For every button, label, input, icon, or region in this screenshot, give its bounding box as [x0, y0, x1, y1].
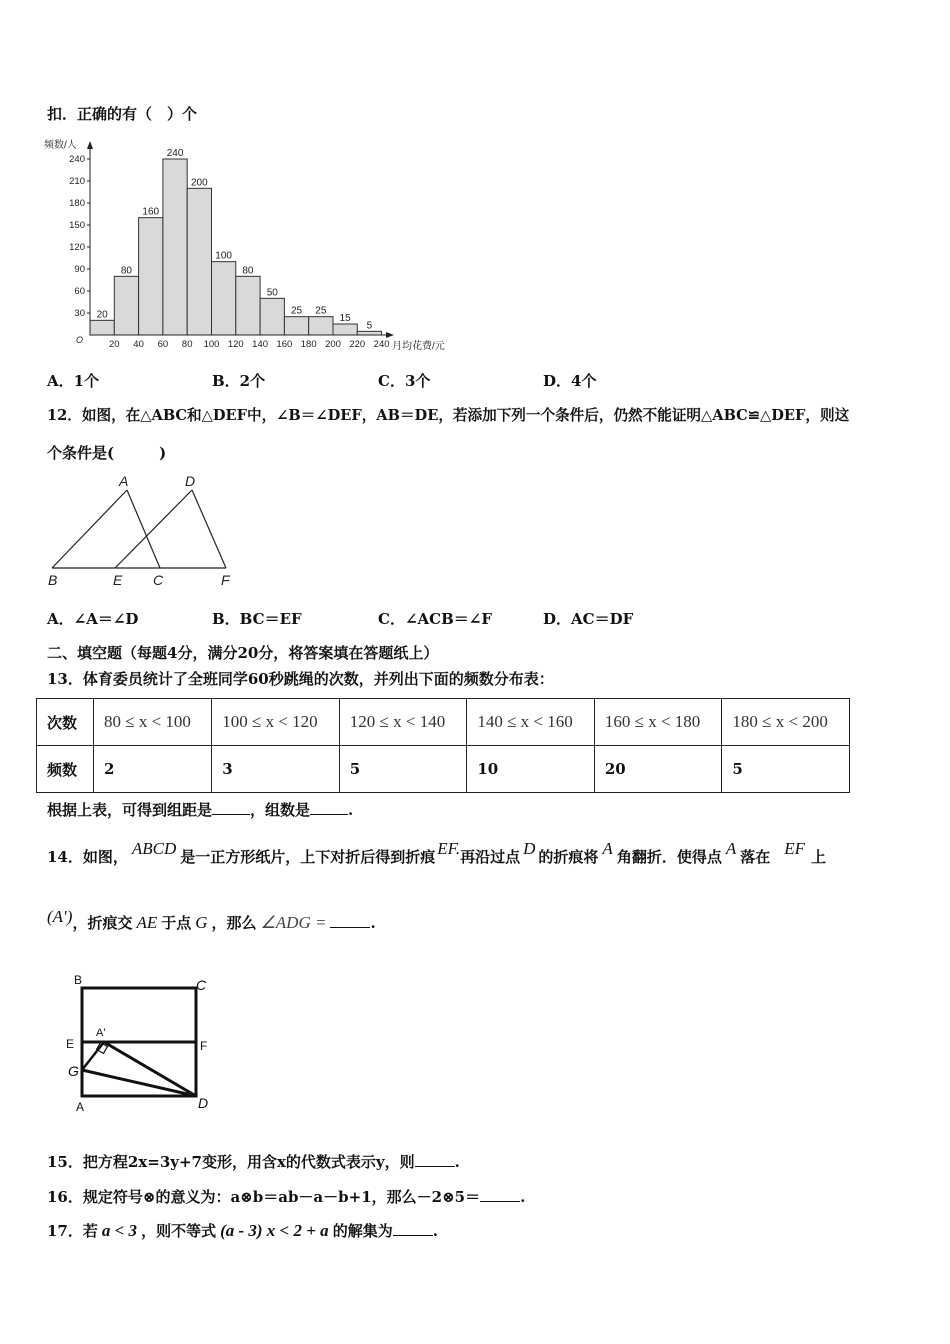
q13-question-line — [47, 799, 353, 820]
y-tick-label: 150 — [69, 220, 85, 231]
count-cell: 20 — [594, 746, 722, 793]
frequency-table — [36, 698, 850, 793]
row-header-count: 次数 — [37, 699, 94, 746]
x-tick-label: 160 — [276, 339, 293, 350]
q14-stem-line1 — [47, 839, 827, 867]
bar-value-label: 25 — [315, 305, 327, 317]
q12-option-d: D．AC＝DF — [543, 610, 634, 628]
math-a-lt-3: a < 3 — [101, 1221, 138, 1240]
q17-end: . — [432, 1222, 438, 1240]
q16-line — [47, 1186, 525, 1207]
bar-value-label: 80 — [120, 265, 133, 277]
q14-t9: 于点 — [161, 914, 192, 932]
q12-option-a: A．∠A＝∠D — [47, 610, 139, 628]
math-dot: . — [455, 839, 461, 858]
histogram-bar — [284, 317, 308, 335]
bar-value-label: 80 — [242, 265, 254, 277]
bar-value-label: 15 — [339, 313, 351, 324]
q15-text: 15．把方程2x=3y+7变形，用含x的代数式表示y，则 — [47, 1153, 415, 1171]
y-tick-label: 210 — [69, 176, 85, 187]
math-a-prime: (A′) — [47, 907, 73, 926]
q11-option-d: D．4个 — [543, 372, 597, 390]
bar-value-label: 200 — [191, 177, 208, 189]
count-cell: 10 — [467, 746, 595, 793]
label-e: E — [113, 572, 123, 588]
label-b: B — [48, 572, 58, 588]
q14-t1: 14．如图， — [47, 848, 128, 866]
count-cell: 3 — [212, 746, 340, 793]
q11-option-b: B．2个 — [212, 372, 266, 390]
count-cell: 5 — [339, 746, 467, 793]
bar-value-label: 25 — [290, 305, 303, 317]
q14-t7: 上 — [811, 848, 827, 866]
q14-t5: 角翻折．使得点 — [616, 848, 722, 866]
q11-option-c: C．3个 — [378, 372, 431, 390]
x-tick-label: 240 — [373, 339, 390, 350]
histogram-bar — [90, 320, 114, 335]
q17-line — [47, 1220, 438, 1241]
q14-t8: ，折痕交 — [72, 914, 133, 932]
x-tick-label: 200 — [325, 339, 341, 350]
fig-label-c: C — [196, 977, 207, 993]
math-angle-adg: ∠ADG = — [260, 913, 327, 932]
math-ef: EF — [437, 839, 456, 858]
math-a: A — [602, 839, 613, 858]
answer-blank[interactable] — [393, 1223, 433, 1236]
y-tick-label: 180 — [69, 198, 85, 209]
histogram-chart — [40, 135, 460, 355]
y-tick-label: 30 — [74, 308, 85, 319]
q12-triangles-figure — [40, 470, 250, 592]
label-d: D — [185, 473, 196, 489]
y-axis-arrow — [87, 141, 93, 149]
q14-t10: ，那么 — [211, 914, 257, 932]
math-d: D — [523, 839, 536, 858]
histogram-bar — [333, 324, 357, 335]
math-a: A — [725, 839, 737, 858]
bar-value-label: 100 — [215, 250, 232, 262]
y-tick-label: 240 — [69, 154, 85, 165]
math-inequality: (a - 3) x < 2 + a — [220, 1221, 329, 1240]
q14-t6: 落在 — [740, 848, 771, 866]
histogram-bar — [260, 298, 284, 335]
section-2-heading: 二、填空题（每题4分，满分20分，将答案填在答题纸上） — [47, 644, 439, 662]
q16-end: . — [520, 1188, 526, 1206]
label-c: C — [153, 572, 164, 588]
math-g: G — [195, 913, 208, 932]
count-cell: 5 — [722, 746, 850, 793]
q15-line — [47, 1151, 460, 1172]
q17-t2: ，则不等式 — [141, 1222, 217, 1240]
q11-stem-tail: 扣．正确的有（ ）个 — [47, 105, 198, 123]
chart-origin: O — [76, 335, 84, 345]
x-tick-label: 100 — [203, 339, 220, 350]
answer-blank[interactable] — [480, 1189, 520, 1202]
x-tick-label: 40 — [133, 339, 144, 350]
range-cell: 80 ≤ x < 100 — [94, 699, 212, 746]
math-abcd: ABCD — [131, 839, 177, 858]
histogram-bar — [139, 218, 163, 335]
chart-xlabel: 月均花费/元 — [392, 341, 445, 352]
range-cell: 120 ≤ x < 140 — [339, 699, 467, 746]
count-cell: 2 — [94, 746, 212, 793]
q14-stem-line2 — [47, 907, 376, 933]
fig-label-f: F — [200, 1039, 208, 1053]
row-header-frequency: 频数 — [37, 746, 94, 793]
q17-t3: 的解集为 — [332, 1222, 393, 1240]
math-ef: EF — [784, 839, 806, 858]
q16-text: 16．规定符号⊗的意义为：a⊗b＝ab－a－b+1，那么－2⊗5＝ — [47, 1188, 481, 1206]
fig-label-d: D — [198, 1095, 209, 1111]
fig-label-e: E — [66, 1037, 75, 1051]
fig-label-b: B — [74, 973, 83, 987]
range-cell: 180 ≤ x < 200 — [722, 699, 850, 746]
answer-blank[interactable] — [212, 802, 250, 815]
bar-value-label: 20 — [96, 309, 108, 321]
q12-option-c: C．∠ACB＝∠F — [378, 610, 492, 628]
bar-value-label: 240 — [166, 148, 184, 159]
histogram-bar — [187, 188, 211, 335]
y-tick-label: 90 — [74, 264, 85, 275]
fig-label-g: G — [68, 1063, 79, 1079]
q13-text-part2: ，组数是 — [250, 801, 311, 819]
range-cell: 160 ≤ x < 180 — [594, 699, 722, 746]
bar-value-label: 50 — [266, 287, 278, 299]
histogram-bar — [163, 159, 187, 335]
q14-t2: 是一正方形纸片，上下对折后得到折痕 — [180, 848, 436, 866]
q13-text-end: . — [348, 801, 354, 819]
answer-blank[interactable] — [310, 802, 348, 815]
bar-value-label: 5 — [366, 320, 373, 332]
q14-square-figure — [60, 968, 220, 1118]
q12-stem-line2: 个条件是( ) — [47, 444, 167, 462]
table-row — [37, 699, 850, 746]
x-tick-label: 140 — [252, 339, 269, 350]
q13-text-part1: 根据上表，可得到组距是 — [47, 801, 213, 819]
histogram-bar — [309, 317, 333, 335]
answer-blank[interactable] — [415, 1154, 455, 1167]
q13-stem: 13．体育委员统计了全班同学60秒跳绳的次数，并列出下面的频数分布表： — [47, 670, 554, 688]
y-tick-label: 120 — [69, 242, 85, 253]
q15-end: . — [454, 1153, 460, 1171]
chart-ylabel: 频数/人 — [44, 140, 77, 151]
range-cell: 100 ≤ x < 120 — [212, 699, 340, 746]
histogram-bar — [212, 262, 236, 335]
x-axis-arrow — [386, 332, 394, 338]
table-row — [37, 746, 850, 793]
q12-stem-line1: 12．如图，在△ABC和△DEF中，∠B＝∠DEF，AB＝DE，若添加下列一个条件后，仍然不能证明△ABC≌△DEF，则这 — [47, 407, 850, 424]
x-tick-label: 80 — [181, 339, 193, 350]
x-tick-label: 60 — [157, 339, 169, 350]
label-f: F — [221, 572, 230, 588]
q14-t3: 再沿过点 — [460, 848, 521, 866]
label-a: A — [119, 473, 129, 489]
x-tick-label: 220 — [349, 339, 366, 350]
math-ae: AE — [136, 913, 158, 932]
histogram-bar — [114, 276, 138, 335]
answer-blank[interactable] — [330, 915, 370, 928]
fig-label-a-prime: A' — [96, 1027, 106, 1039]
fig-label-a: A — [76, 1100, 85, 1114]
range-cell: 140 ≤ x < 160 — [467, 699, 595, 746]
y-tick-label: 60 — [74, 286, 85, 297]
q14-t4: 的折痕将 — [538, 848, 599, 866]
x-tick-label: 180 — [300, 339, 317, 350]
histogram-bar — [236, 276, 260, 335]
q17-t1: 17．若 — [47, 1222, 98, 1240]
q12-option-b: B．BC＝EF — [212, 610, 302, 628]
bar-value-label: 160 — [142, 206, 160, 218]
x-tick-label: 20 — [109, 339, 120, 350]
q14-end: . — [370, 914, 376, 932]
x-tick-label: 120 — [227, 339, 244, 350]
histogram-bar — [357, 331, 381, 335]
q11-option-a: A．1个 — [47, 372, 100, 390]
